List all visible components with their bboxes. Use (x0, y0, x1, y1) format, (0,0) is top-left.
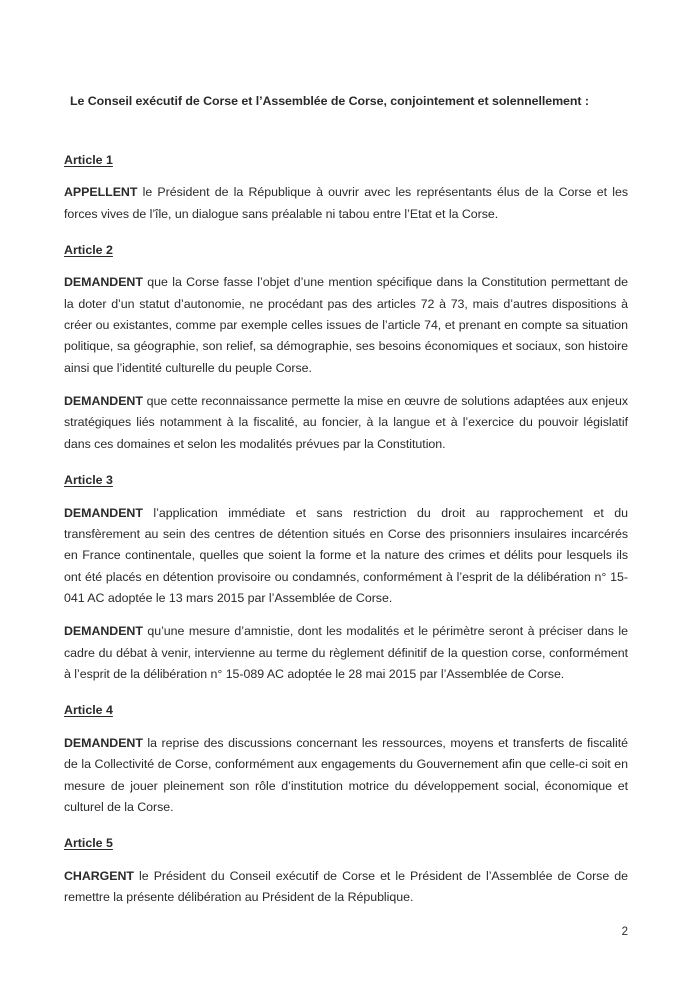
article-section (64, 701, 628, 818)
paragraph-lead-verb: DEMANDENT (64, 505, 143, 520)
paragraph-lead-verb: DEMANDENT (64, 394, 143, 409)
article-paragraph (64, 733, 628, 818)
paragraph-text: qu’une mesure d’amnistie, dont les modalités et le périmètre seront à préciser dans le cadre du débat à venir, intervienne au terme du règlement définitif de la question corse, conformément à l’esprit de la délibération n° 15-089 AC adoptée le 28 mai 2015 par l’Assemblée de Corse. (64, 624, 628, 682)
article-heading: Article 3 (64, 473, 113, 488)
document-title: Le Conseil exécutif de Corse et l’Assemblée de Corse, conjointement et solennellement : (70, 94, 589, 108)
article-heading: Article 5 (64, 836, 113, 851)
article-section (64, 151, 628, 225)
article-paragraph (64, 391, 628, 455)
paragraph-lead-verb: DEMANDENT (64, 735, 143, 750)
article-section (64, 471, 628, 685)
paragraph-lead-verb: APPELLENT (64, 185, 138, 200)
article-section (64, 834, 628, 908)
article-heading: Article 1 (64, 152, 113, 167)
article-section (64, 241, 628, 455)
paragraph-lead-verb: CHARGENT (64, 868, 134, 883)
paragraph-text: la reprise des discussions concernant les ressources, moyens et transferts de fiscalité de la Collectivité de Corse, conformément aux engagements du Gouvernement afin que celle-ci soit en mesure de jouer pleinement son rôle d’institution motrice du développement social, économique et culturel de la Corse. (64, 735, 628, 814)
document-body (64, 92, 628, 909)
paragraph-text: l’application immédiate et sans restriction du droit au rapprochement et du transfèrement au sein des centres de détention situés en Corse des prisonniers insulaires incarcérés en France continentale, quelles que soient la forme et la nature des crimes et délits pour lesquels ils ont été placés en détention provisoire ou condamnés, conformément à l’esprit de la délibération n° 15-041 AC adoptée le 13 mars 2015 par l’Assemblée de Corse. (64, 505, 628, 606)
paragraph-text: que la Corse fasse l’objet d’une mention spécifique dans la Constitution permettant de la doter d’un statut d’autonomie, ne procédant pas des articles 72 à 73, mais d’autres dispositions à créer ou existantes, comme par exemple celles issues de l’article 74, et prenant en compte sa situation politique, sa géographie, son relief, sa démographie, ses besoins économiques et sociaux, son histoire ainsi que l’identité culturelle du peuple Corse. (64, 275, 628, 375)
article-paragraph (64, 866, 628, 909)
page-number: 2 (621, 925, 628, 938)
article-heading: Article 4 (64, 703, 113, 718)
article-paragraph (64, 272, 628, 379)
article-paragraph (64, 621, 628, 685)
paragraph-lead-verb: DEMANDENT (64, 624, 143, 639)
paragraph-text: le Président du Conseil exécutif de Corse et le Président de l’Assemblée de Corse de remettre la présente délibération au Président de la République. (64, 868, 628, 905)
article-paragraph (64, 503, 628, 610)
paragraph-lead-verb: DEMANDENT (64, 275, 143, 290)
paragraph-text: le Président de la République à ouvrir avec les représentants élus de la Corse et les forces vives de l’île, un dialogue sans préalable ni tabou entre l’Etat et la Corse. (64, 185, 628, 221)
paragraph-text: que cette reconnaissance permette la mise en œuvre de solutions adaptées aux enjeux stratégiques liés notamment à la fiscalité, au foncier, à la langue et à l’exercice du pouvoir législatif dans ces domaines et selon les modalités prévues par la Constitution. (64, 394, 628, 451)
article-paragraph (64, 182, 628, 225)
article-heading: Article 2 (64, 242, 113, 257)
